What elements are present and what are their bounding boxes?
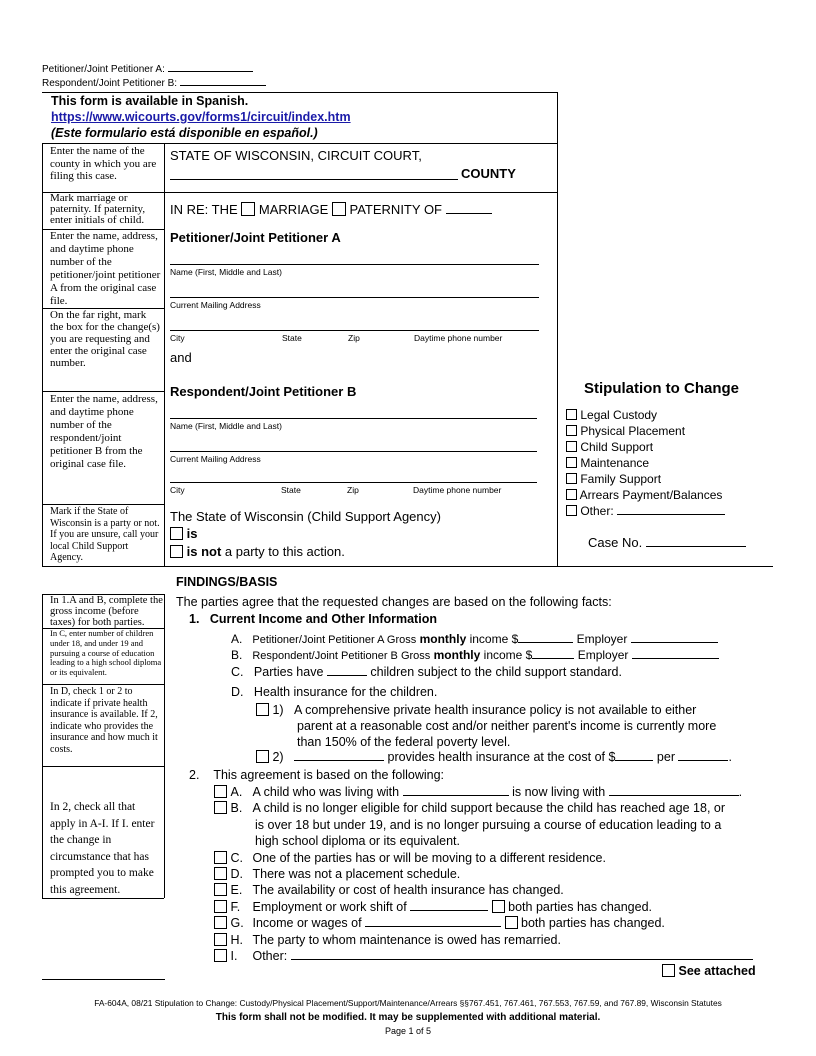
- side-line-3: [42, 391, 164, 392]
- reason-c: [214, 850, 753, 866]
- reason-a-text-2: is now living with: [512, 785, 606, 799]
- side-county: Enter the name of the county in which you are filing this case.: [50, 145, 157, 182]
- reason-g-text: Income or wages of: [252, 916, 362, 931]
- reason-h-text: The party to whom maintenance is owed has remarried.: [252, 932, 561, 947]
- agency-is-label: is: [186, 526, 198, 541]
- reason-a-field-1[interactable]: [403, 785, 509, 796]
- reason-b-text-2: is over 18 but under 19, and is no longer pursuing a course of education leading to a: [255, 817, 722, 832]
- pet-a-zip-label: Zip: [348, 333, 360, 343]
- pet-a-name-line[interactable]: [170, 264, 539, 265]
- section-1-title: Current Income and Other Information: [209, 612, 437, 626]
- stip-other-label: Other:: [580, 504, 614, 518]
- stip-other[interactable]: [566, 503, 725, 519]
- line-top: [42, 92, 557, 93]
- paternity-label: PATERNITY: [349, 202, 421, 217]
- reason-b-text-1: A child is no longer eligible for child support because the child has reached age 18, or: [252, 801, 726, 816]
- in-re-row: [170, 202, 492, 217]
- spanish-link[interactable]: https://www.wicourts.gov/forms1/circuit/index.htm: [51, 110, 351, 124]
- stip-physical-placement[interactable]: [566, 423, 725, 439]
- income-b-field[interactable]: [532, 648, 574, 659]
- health-option-2: 2) provides health insurance at the cost of $ per .: [256, 750, 732, 764]
- reason-f-checkbox[interactable]: [214, 900, 227, 913]
- health-letter: D.: [231, 685, 244, 699]
- respondent-b-header-label: Respondent/Joint Petitioner B:: [42, 78, 178, 89]
- marriage-label: MARRIAGE: [258, 202, 329, 217]
- stip-physical-placement-checkbox[interactable]: [566, 425, 577, 436]
- reason-i-label: I.: [230, 949, 238, 964]
- side-state: Mark if the State of Wisconsin is a party or not. If you are unsure, call your local Child Support Agency.: [50, 506, 160, 563]
- reason-e-checkbox[interactable]: [214, 883, 227, 896]
- see-attached-checkbox[interactable]: [662, 964, 675, 977]
- pet-a-city-line[interactable]: [170, 330, 539, 331]
- case-no-row: [588, 535, 746, 550]
- outer-right-border: [557, 92, 558, 566]
- side-income: In 1.A and B, complete the gross income (before taxes) for both parties.: [50, 595, 163, 628]
- reason-b-checkbox[interactable]: [214, 801, 227, 814]
- line-bottom: [42, 566, 773, 567]
- health-2-text: provides health insurance at the cost of $: [387, 750, 616, 764]
- agency-party-text: a party to this action.: [221, 544, 345, 559]
- stip-child-support-checkbox[interactable]: [566, 441, 577, 452]
- section-1-heading: [189, 612, 437, 626]
- employer-a-label: Employer: [576, 632, 628, 646]
- health-text: Health insurance for the children.: [253, 685, 438, 699]
- health-2-checkbox[interactable]: [256, 750, 269, 763]
- side2-right: [164, 594, 165, 898]
- resp-b-name-label: Name (First, Middle and Last): [170, 421, 282, 431]
- side-marriage: Mark marriage or paternity. If paternity, enter initials of child.: [50, 192, 146, 226]
- findings-title: FINDINGS/BASIS: [176, 575, 278, 589]
- stip-family-support[interactable]: [566, 471, 725, 487]
- reason-f-label: F.: [230, 899, 241, 914]
- marriage-checkbox[interactable]: [241, 202, 255, 216]
- side-health: In D, check 1 or 2 to indicate if private health insurance is available. If 2, indicate who provides the insurance and how much it costs.: [50, 686, 158, 755]
- side-pet-a: Enter the name, address, and daytime phone number of the petitioner/joint petitioner A from the original case file.: [50, 230, 161, 307]
- employer-b-field[interactable]: [632, 648, 719, 659]
- reason-b-text-3: high school diploma or its equivalent.: [255, 834, 460, 849]
- income-a-dollar: income $: [469, 632, 519, 646]
- footer-line-1: FA-604A, 08/21 Stipulation to Change: Custody/Physical Placement/Support/Maintenance/Arrears §§767.451, 767.461, 767.553, 767.59, and 767.89, Wisconsin Statutes: [94, 998, 722, 1008]
- reason-h-label: H.: [230, 932, 243, 947]
- health-2-per: per: [656, 750, 675, 764]
- stip-child-support[interactable]: [566, 439, 725, 455]
- income-a-letter: A.: [231, 632, 243, 646]
- section-2-list: [214, 784, 753, 964]
- reason-e: [214, 882, 753, 898]
- resp-b-state-label: State: [281, 485, 301, 495]
- reason-i-checkbox[interactable]: [214, 949, 227, 962]
- resp-b-title: Respondent/Joint Petitioner B: [170, 384, 357, 399]
- side-children: In C, enter number of children under 18, and under 19 and pursuing a course of education leading to a high school diploma or its equivalent.: [50, 628, 162, 678]
- stip-family-support-checkbox[interactable]: [566, 473, 577, 484]
- income-a-field[interactable]: [518, 632, 573, 643]
- reason-g-field[interactable]: [365, 916, 501, 927]
- reason-d-text: There was not a placement schedule.: [252, 867, 461, 882]
- paternity-checkbox[interactable]: [332, 202, 346, 216]
- reason-d: [214, 866, 753, 882]
- pet-a-name-label: Name (First, Middle and Last): [170, 267, 282, 277]
- see-attached-row: [662, 964, 756, 978]
- agency-label: The State of Wisconsin (Child Support Agency): [170, 509, 441, 524]
- side-resp-b: Enter the name, address, and daytime phone number of the respondent/joint petitioner B from the original case file.: [50, 393, 158, 470]
- stip-physical-placement-label: Physical Placement: [580, 424, 686, 438]
- reason-i-text: Other:: [252, 949, 288, 964]
- reason-g-label: G.: [230, 916, 244, 931]
- header-block: [42, 61, 266, 89]
- health-1-number: 1): [272, 703, 284, 717]
- see-attached-label: See attached: [678, 964, 756, 978]
- reason-a-checkbox[interactable]: [214, 785, 227, 798]
- section-2-heading: [189, 768, 444, 782]
- reason-c-text: One of the parties has or will be moving to a different residence.: [252, 850, 606, 865]
- pet-a-address-label: Current Mailing Address: [170, 300, 261, 310]
- reason-b: [214, 800, 753, 816]
- children-row: [231, 665, 622, 679]
- stip-arrears[interactable]: [566, 487, 725, 503]
- health-2-provider-field[interactable]: [294, 750, 384, 761]
- reason-c-label: C.: [230, 850, 243, 865]
- income-a-label: Petitioner/Joint Petitioner A Gross: [252, 634, 417, 646]
- sidebar-left-border: [42, 143, 43, 566]
- of-label: OF: [423, 202, 442, 217]
- income-a-monthly: monthly: [419, 632, 467, 646]
- income-b-label: Respondent/Joint Petitioner B Gross: [252, 650, 431, 662]
- reason-i: [214, 948, 753, 964]
- child-initials-field[interactable]: [446, 203, 492, 214]
- side-check-all: In 2, check all that apply in A-I. If I. enter the change in circumstance that has prompted you to make this agreement.: [50, 801, 155, 896]
- income-b-letter: B.: [231, 648, 243, 662]
- agency-is-checkbox[interactable]: [170, 527, 183, 540]
- stipulation-title: Stipulation to Change: [584, 380, 739, 397]
- footer-page: Page 1 of 5: [384, 1026, 432, 1036]
- health-2-number: 2): [272, 750, 284, 764]
- reason-f-both-label: both parties has changed.: [508, 899, 653, 914]
- footer-line-2: This form shall not be modified. It may be supplemented with additional material.: [215, 1012, 601, 1023]
- reason-f-both-checkbox[interactable]: [492, 900, 505, 913]
- income-b-dollar: income $: [483, 648, 533, 662]
- section-1-number: 1.: [189, 612, 200, 626]
- employer-b-label: Employer: [577, 648, 629, 662]
- health-1-text-2: parent at a reasonable cost and/or neither parent's income is currently more: [297, 719, 717, 733]
- children-letter: C.: [231, 665, 244, 679]
- stip-other-field[interactable]: [617, 504, 725, 515]
- reason-d-label: D.: [230, 867, 243, 882]
- stip-legal-custody-checkbox[interactable]: [566, 409, 577, 420]
- health-row: [231, 685, 437, 699]
- reason-c-checkbox[interactable]: [214, 851, 227, 864]
- resp-b-name-line[interactable]: [170, 418, 537, 419]
- reason-g-both-checkbox[interactable]: [505, 916, 518, 929]
- stip-legal-custody[interactable]: [566, 407, 725, 423]
- reason-a: A. A child who was living with is now living with .: [214, 784, 753, 800]
- side-line-4: [42, 504, 164, 505]
- side2-line-3: [42, 766, 164, 767]
- stip-legal-custody-label: Legal Custody: [580, 408, 658, 422]
- pet-a-phone-label: Daytime phone number: [414, 333, 503, 343]
- pet-a-city-label: City: [170, 333, 185, 343]
- reason-i-field[interactable]: [291, 949, 753, 960]
- stip-arrears-label: Arrears Payment/Balances: [579, 488, 723, 502]
- footer-rule: [42, 979, 165, 980]
- reason-a-label: A.: [230, 785, 243, 799]
- health-2-period-field[interactable]: [678, 750, 728, 761]
- side2-line-2: [42, 684, 164, 685]
- agency-is-row: [170, 526, 197, 541]
- line-county-top: [42, 143, 557, 144]
- county-label: COUNTY: [461, 166, 516, 181]
- stip-arrears-checkbox[interactable]: [566, 489, 577, 500]
- health-option-1: [256, 702, 716, 750]
- stipulation-list: [566, 407, 725, 519]
- respondent-b-header: [42, 75, 266, 89]
- section-2-number: 2.: [189, 768, 200, 782]
- reason-a-text-1: A child who was living with: [252, 785, 400, 799]
- pet-a-title: Petitioner/Joint Petitioner A: [170, 230, 341, 245]
- children-text-2: children subject to the child support standard.: [370, 665, 622, 679]
- petitioner-a-header-field[interactable]: [168, 61, 253, 72]
- stip-child-support-label: Child Support: [580, 440, 654, 454]
- reason-f-text: Employment or work shift of: [252, 899, 407, 914]
- reason-e-label: E.: [230, 883, 243, 898]
- employer-a-field[interactable]: [631, 632, 718, 643]
- resp-b-city-line[interactable]: [170, 482, 537, 483]
- children-text-1: Parties have: [253, 665, 324, 679]
- findings-intro: The parties agree that the requested changes are based on the following facts:: [176, 595, 612, 609]
- reason-f-field[interactable]: [410, 900, 488, 911]
- reason-g-checkbox[interactable]: [214, 916, 227, 929]
- agency-is-not-label: is not: [186, 544, 222, 559]
- in-re-label: IN RE: THE: [170, 202, 238, 217]
- resp-b-zip-label: Zip: [347, 485, 359, 495]
- petitioner-a-header: [42, 61, 266, 75]
- side-far-right: On the far right, mark the box for the change(s) you are requesting and enter the original case number.: [50, 309, 160, 369]
- resp-b-address-line[interactable]: [170, 451, 537, 452]
- case-no-field[interactable]: [646, 536, 746, 547]
- petitioner-a-header-label: Petitioner/Joint Petitioner A:: [42, 64, 165, 75]
- children-count-field[interactable]: [327, 665, 367, 676]
- income-a-row: [231, 632, 718, 646]
- health-1-text-1: A comprehensive private health insurance policy is not available to either: [294, 703, 697, 717]
- side2-bottom: [42, 898, 164, 899]
- agency-is-not-checkbox[interactable]: [170, 545, 183, 558]
- stip-other-checkbox[interactable]: [566, 505, 577, 516]
- pet-a-address-line[interactable]: [170, 297, 539, 298]
- reason-e-text: The availability or cost of health insurance has changed.: [252, 883, 564, 898]
- county-line: [170, 179, 458, 180]
- spanish-notice: [51, 93, 351, 141]
- resp-b-phone-label: Daytime phone number: [413, 485, 502, 495]
- health-1-text-3: than 150% of the federal poverty level.: [297, 735, 511, 749]
- side2-left: [42, 594, 43, 898]
- sidebar-right-border: [164, 143, 165, 566]
- resp-b-address-label: Current Mailing Address: [170, 454, 261, 464]
- pet-a-state-label: State: [282, 333, 302, 343]
- reason-b-label: B.: [230, 801, 243, 816]
- reason-h-checkbox[interactable]: [214, 933, 227, 946]
- stip-maintenance-label: Maintenance: [580, 456, 650, 470]
- section-2-title: This agreement is based on the following:: [213, 768, 445, 782]
- court-heading: STATE OF WISCONSIN, CIRCUIT COURT,: [170, 148, 422, 163]
- resp-b-city-label: City: [170, 485, 185, 495]
- health-2-cost-field[interactable]: [615, 750, 653, 761]
- reason-f: [214, 899, 753, 915]
- income-b-monthly: monthly: [433, 648, 481, 662]
- case-no-label: Case No.: [588, 535, 643, 550]
- stip-maintenance[interactable]: [566, 455, 725, 471]
- reason-h: [214, 932, 753, 948]
- agency-is-not-row: [170, 544, 345, 559]
- income-b-row: [231, 648, 719, 662]
- spanish-line1: This form is available in Spanish.: [51, 94, 249, 108]
- stip-family-support-label: Family Support: [580, 472, 662, 486]
- reason-d-checkbox[interactable]: [214, 867, 227, 880]
- stip-maintenance-checkbox[interactable]: [566, 457, 577, 468]
- and-label: and: [170, 350, 192, 365]
- health-1-checkbox[interactable]: [256, 703, 269, 716]
- reason-a-field-2[interactable]: [609, 785, 739, 796]
- reason-g: [214, 915, 753, 931]
- spanish-line3: (Este formulario está disponible en español.): [51, 126, 318, 140]
- reason-g-both-label: both parties has changed.: [521, 916, 665, 931]
- respondent-b-header-field[interactable]: [180, 75, 266, 86]
